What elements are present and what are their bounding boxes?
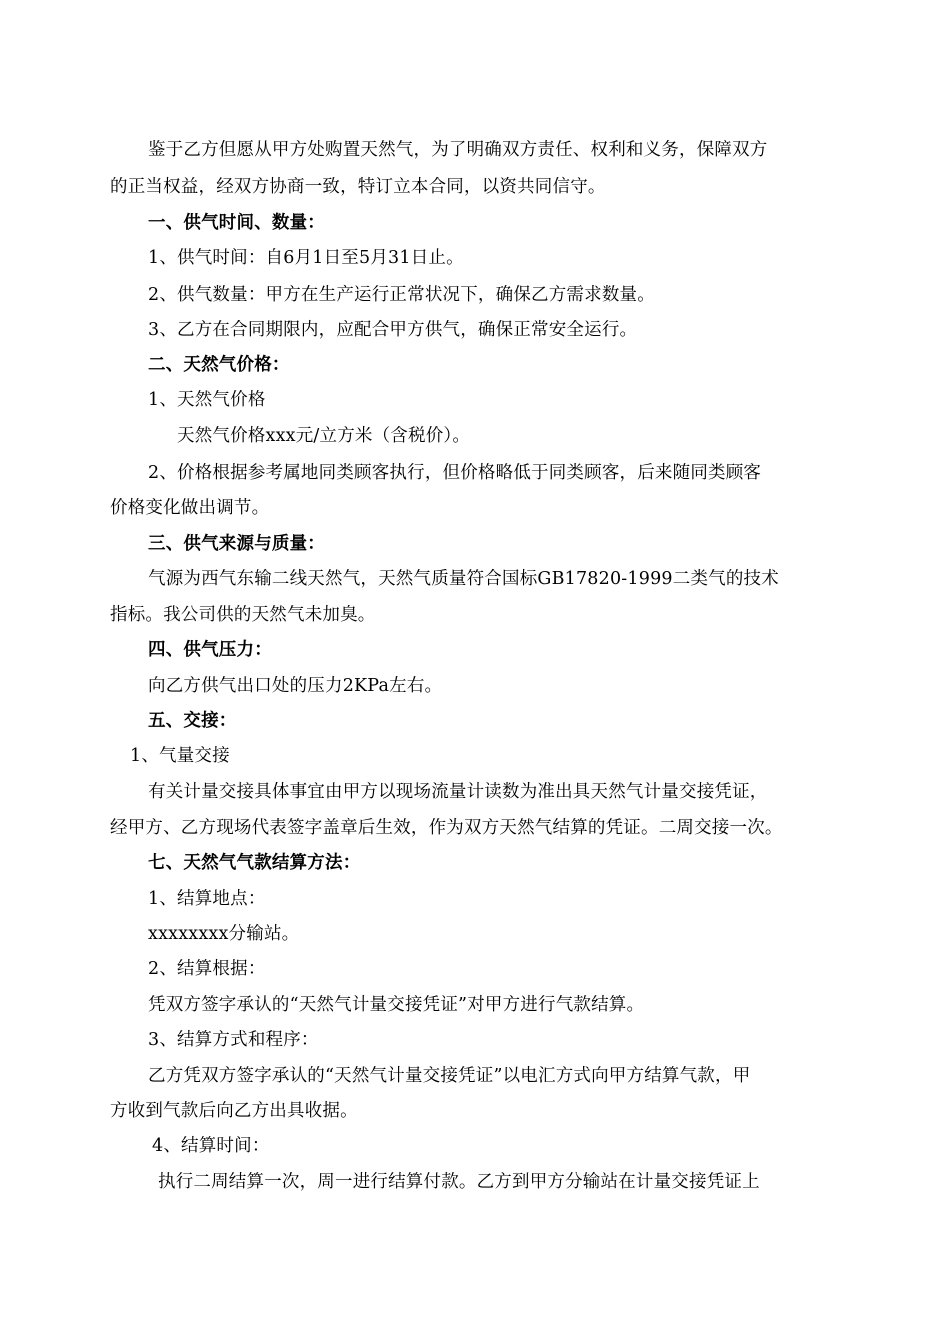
paragraph-line: 2、价格根据参考属地同类顾客执行，但价格略低于同类顾客，后来随同类顾客 xyxy=(148,463,762,483)
paragraph-line: 经甲方、乙方现场代表签字盖章后生效，作为双方天然气结算的凭证。二周交接一次。 xyxy=(110,818,783,838)
paragraph-line: 鉴于乙方但愿从甲方处购置天然气，为了明确双方责任、权利和义务，保障双方 xyxy=(148,140,768,160)
paragraph-line: 的正当权益，经双方协商一致，特订立本合同，以资共同信守。 xyxy=(110,177,606,197)
paragraph-line: 1、气量交接 xyxy=(130,746,230,766)
paragraph-line: 4、结算时间： xyxy=(152,1136,270,1156)
paragraph-line: 指标。我公司供的天然气未加臭。 xyxy=(110,605,376,625)
paragraph-line: 1、供气时间：自6月1日至5月31日止。 xyxy=(148,248,464,268)
paragraph-line: 气源为西气东输二线天然气，天然气质量符合国标GB17820-1999二类气的技术 xyxy=(148,569,779,589)
paragraph-line: 价格变化做出调节。 xyxy=(110,498,270,518)
paragraph-line: 乙方凭双方签字承认的“天然气计量交接凭证”以电汇方式向甲方结算气款，甲 xyxy=(148,1066,751,1086)
paragraph-line: 天然气价格xxx元/立方米（含税价）。 xyxy=(177,426,471,446)
paragraph-line: 凭双方签字承认的“天然气计量交接凭证”对甲方进行气款结算。 xyxy=(148,995,645,1015)
paragraph-line: 1、结算地点： xyxy=(148,889,266,909)
paragraph-line: 3、结算方式和程序： xyxy=(148,1030,319,1050)
paragraph-line: 向乙方供气出口处的压力2KPa左右。 xyxy=(148,676,443,696)
section-heading: 二、天然气价格： xyxy=(148,355,290,375)
paragraph-line: 方收到气款后向乙方出具收据。 xyxy=(110,1101,358,1121)
section-heading: 三、供气来源与质量： xyxy=(148,534,325,554)
section-heading: 一、供气时间、数量： xyxy=(148,213,325,233)
paragraph-line: 2、供气数量：甲方在生产运行正常状况下，确保乙方需求数量。 xyxy=(148,285,655,305)
paragraph-line: 2、结算根据： xyxy=(148,959,266,979)
section-heading: 五、交接： xyxy=(148,711,237,731)
section-heading: 四、供气压力： xyxy=(148,640,272,660)
paragraph-line: 1、天然气价格 xyxy=(148,390,266,410)
paragraph-line: 执行二周结算一次，周一进行结算付款。乙方到甲方分输站在计量交接凭证上 xyxy=(158,1172,760,1192)
paragraph-line: xxxxxxxx分输站。 xyxy=(148,924,300,944)
paragraph-line: 有关计量交接具体事宜由甲方以现场流量计读数为准出具天然气计量交接凭证， xyxy=(148,782,768,802)
section-heading: 七、天然气气款结算方法： xyxy=(148,853,361,873)
paragraph-line: 3、乙方在合同期限内，应配合甲方供气，确保正常安全运行。 xyxy=(148,320,638,340)
